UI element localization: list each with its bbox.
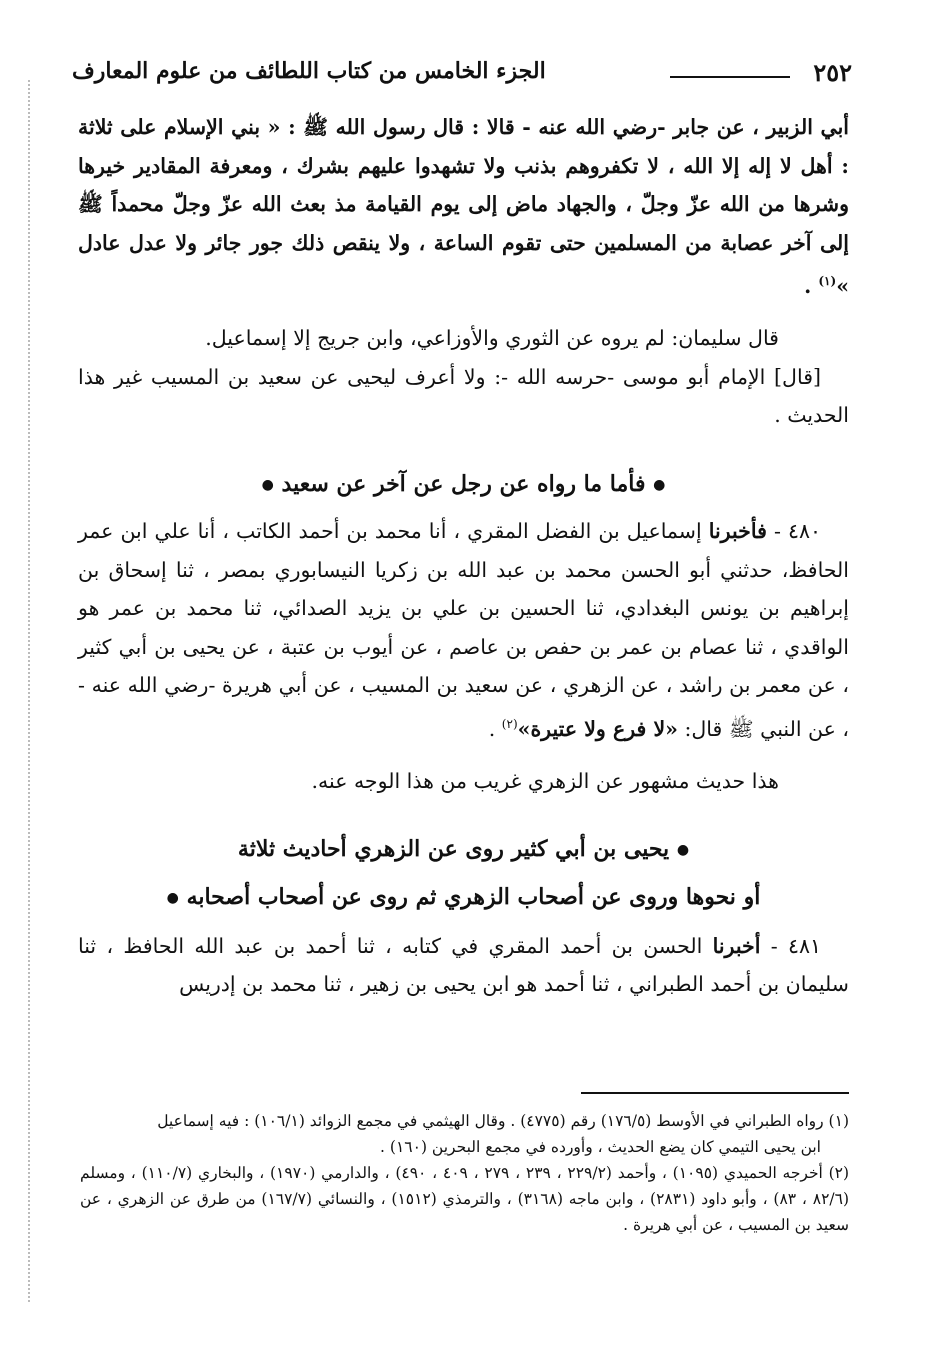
page-header — [72, 58, 852, 98]
note-480: هذا حديث مشهور عن الزهري غريب من هذا الوجه عنه. — [311, 768, 779, 793]
footnotes — [80, 1108, 849, 1238]
page-edge-dots — [28, 80, 30, 1302]
bullet-icon: ● — [676, 842, 690, 859]
footnote-ref-1: (١) — [818, 274, 837, 288]
footnote-ref-2: (٢) — [501, 716, 518, 731]
footnote-separator — [581, 1092, 849, 1094]
footnote-1: (١) رواه الطبراني في الأوسط (١٧٦/٥) رقم (٤٧٧٥) . وقال الهيثمي في مجمع الزوائد (١٠٦/١) : فيه إسماعيل — [157, 1112, 849, 1130]
paragraph-abu-musa: [قال] الإمام أبو موسى -حرسه الله -: ولا أعرف ليحيى عن سعيد بن المسيب غير هذا الحديث . — [78, 364, 849, 428]
header-rule — [670, 76, 790, 78]
bullet-icon: ● — [166, 889, 179, 906]
hadith-number-481: ٤٨١ - — [760, 933, 821, 958]
bullet-icon: ● — [261, 476, 274, 493]
section-heading-2: ● يحيى بن أبي كثير روى عن الزهري أحاديث ثلاثة — [237, 836, 690, 863]
paragraph-hadith-text: أبي الزبير ، عن جابر -رضي الله عنه - قالا : قال رسول الله ﷺ : « بني الإسلام على ثلاثة : أهل لا إله إلا الله ، لا تكفروهم بذنب ولا تشهدوا عليهم بشرك ، ومعرفة المقادير خيرها وشرها من الله عزّ وجلّ ، والجهاد ماض إلى يوم القيامة مذ بعث الله عزّ وجلّ محمداً ﷺ إلى آخر عصابة من المسلمين حتى تقوم الساعة ، ولا ينقص ذلك جور جائر ولا عدل عادل »$^{(١)}$ . — [78, 115, 849, 298]
section-heading-1: ● فأما ما رواه عن رجل عن آخر عن سعيد ● — [261, 470, 666, 497]
footnote-1-continued: ابن يحيى التيمي كان يضع الحديث ، وأورده في مجمع البحرين (١٦٠) . — [380, 1138, 821, 1156]
section-heading-2-line2: أو نحوها وروى عن أصحاب الزهري ثم روى عن أصحاب أصحابه ● — [166, 883, 761, 910]
page-number: ٢٥٢ — [813, 58, 852, 87]
hadith-480: ٤٨٠ - فأخبرنا إسماعيل بن الفضل المقري ، أنا محمد بن أحمد الكاتب ، أنا علي ابن عمر الحافظ، حدثني أبو الحسن محمد بن عبد الله بن زكريا النيسابوري بمصر ، ثنا إسحاق بن إبراهيم بن يونس البغدادي، ثنا الحسين بن علي بن يزيد الصدائي، ثنا محمد بن عمر هو الواقدي ، ثنا عصام بن عمر بن حفص بن عاصم ، عن أيوب بن عتبة ، عن يحيى بن أبي كثير ، عن معمر بن راشد ، عن الزهري ، عن سعيد بن المسيب ، عن أبي هريرة -رضي الله عنه - ، عن النبي ﷺ قال: «لا فرع ولا عتيرة»$^{(٢)}$ . — [78, 519, 849, 741]
bullet-icon: ● — [653, 476, 666, 493]
running-title: الجزء الخامس من كتاب اللطائف من علوم المعارف — [72, 58, 546, 84]
footnote-2: (٢) أخرجه الحميدي (١٠٩٥) ، وأحمد (٢٢٩/٢ ، ٢٣٩ ، ٢٧٩ ، ٤٠٩ ، ٤٩٠) ، والدارمي (١٩٧٠) ، والبخاري (١١٠/٧) ، ومسلم (٨٢/٦ ، ٨٣) ، وأبو داود (٢٨٣١) ، وابن ماجه (٣١٦٨) ، والترمذي (١٥١٢) ، والنسائي (١٦٧/٧) من طرق عن الزهري ، عن سعيد بن المسيب ، عن أبي هريرة . — [80, 1164, 850, 1234]
paragraph-sulayman: قال سليمان: لم يروه عن الثوري والأوزاعي، وابن جريج إلا إسماعيل. — [205, 326, 779, 351]
main-text — [78, 108, 849, 1004]
hadith-quote: «لا فرع ولا عتيرة» — [517, 716, 678, 741]
hadith-number-480: ٤٨٠ - — [766, 519, 821, 544]
hadith-481: ٤٨١ - أخبرنا الحسن بن أحمد المقري في كتابه ، ثنا أحمد بن عبد الله الحافظ ، ثنا سليمان بن أحمد الطبراني ، ثنا أحمد هو ابن يحيى بن زهير ، ثنا محمد بن إدريس — [78, 933, 849, 997]
